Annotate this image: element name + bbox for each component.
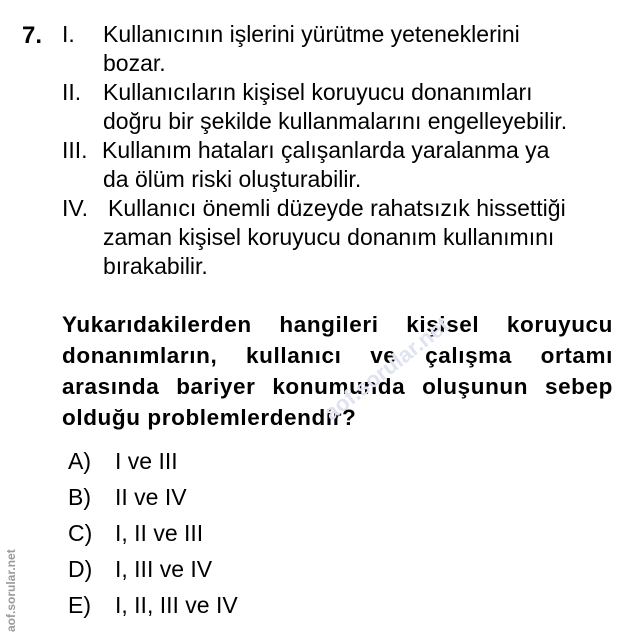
option-letter: A) xyxy=(68,448,91,474)
option-letter: B) xyxy=(68,484,91,510)
statement-text xyxy=(103,78,635,136)
statement-line: Kullanıcı önemli düzeyde rahatsızık hissettiği xyxy=(108,195,566,221)
statement-line: zaman kişisel koruyucu donanım kullanımını xyxy=(103,224,555,250)
statement-line: Kullanıcının işlerini yürütme yeteneklerini xyxy=(103,21,520,47)
stem-line: arasında bariyer konumunda oluşunun sebep xyxy=(62,374,613,399)
option-text: II ve IV xyxy=(115,484,187,510)
statement-numeral: IV. xyxy=(62,195,89,221)
stem-line: olduğu problemlerdendir? xyxy=(62,405,357,430)
statement-line: doğru bir şekilde kullanmalarını engelleyebilir. xyxy=(103,108,568,134)
stem-line: Yukarıdakilerden hangileri kişisel koruyucu xyxy=(62,312,613,337)
statement-numeral: III. xyxy=(62,137,88,163)
option-text: I, II ve III xyxy=(115,520,204,546)
side-watermark: aof.sorular.net xyxy=(4,549,18,632)
option-text: I ve III xyxy=(115,448,178,474)
statement-line: bırakabilir. xyxy=(103,253,208,279)
statement-numeral: I. xyxy=(62,21,75,47)
statement-line: da ölüm riski oluşturabilir. xyxy=(103,166,362,192)
diagonal-watermark: aof.sorular.net xyxy=(318,312,454,426)
option-letter: D) xyxy=(68,556,93,582)
option-text: I, II, III ve IV xyxy=(115,592,238,618)
stem-line: donanımların, kullanıcı ve çalışma ortamı xyxy=(62,343,613,368)
statement-text xyxy=(102,136,635,194)
statement-line: Kullanıcıların kişisel koruyucu donanımları xyxy=(103,79,533,105)
statement-numeral: II. xyxy=(62,79,82,105)
statement-line: Kullanım hataları çalışanlarda yaralanma ya xyxy=(102,137,550,163)
statement-text xyxy=(103,194,635,281)
question-number: 7. xyxy=(22,22,43,49)
question-stem xyxy=(62,309,613,433)
option-text: I, III ve IV xyxy=(115,556,213,582)
statement-text xyxy=(103,20,635,78)
statement-line: bozar. xyxy=(103,50,166,76)
option-letter: C) xyxy=(68,520,93,546)
option-letter: E) xyxy=(68,592,91,618)
